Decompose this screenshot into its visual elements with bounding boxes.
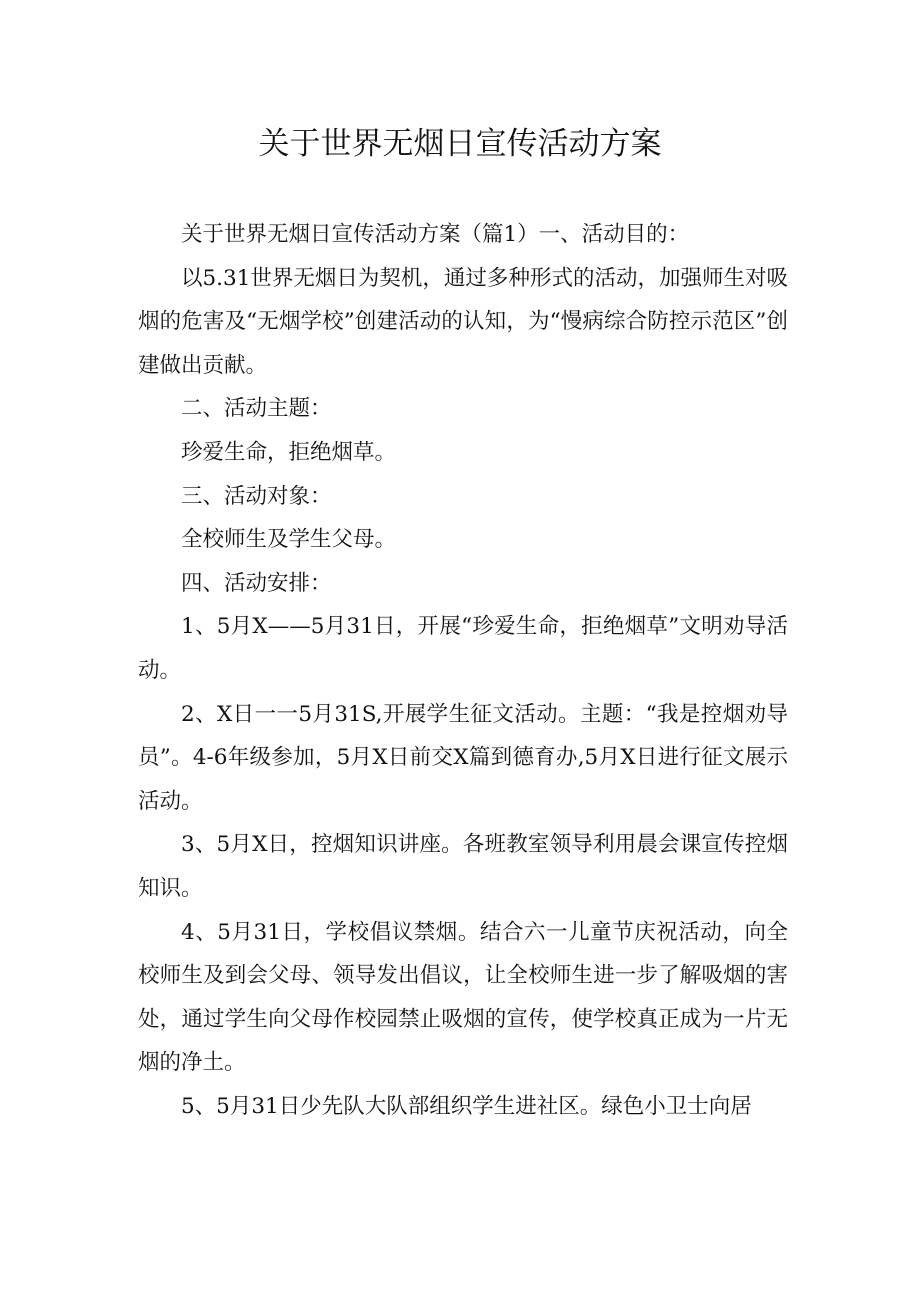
heading-theme: 二、活动主题：	[181, 396, 332, 422]
paragraph-theme: 珍爱生命，拒绝烟草。	[181, 439, 397, 465]
schedule-item-2: 2、X日一一5月31S,开展学生征文活动。主题：“我是控烟劝导员”。4-6年级参加，5月X日前交X篇到德育办,5月X日进行征文展示活动。	[138, 701, 788, 814]
paragraph-audience: 全校师生及学生父母。	[181, 527, 397, 553]
schedule-item-5: 5、5月31日少先队大队部组织学生进社区。绿色小卫士向居	[181, 1093, 752, 1119]
heading-schedule: 四、活动安排：	[181, 570, 332, 596]
document-title: 关于世界无烟日宣传活动方案	[258, 126, 662, 162]
schedule-item-1: 1、5月X——5月31日，开展“珍爱生命，拒绝烟草”文明劝导活动。	[138, 614, 788, 683]
heading-audience: 三、活动对象：	[181, 483, 332, 509]
paragraph-intro: 关于世界无烟日宣传活动方案（篇1）一、活动目的：	[181, 222, 690, 247]
document-body	[138, 213, 788, 1128]
schedule-item-3: 3、5月X日，控烟知识讲座。各班教室领导利用晨会课宣传控烟知识。	[138, 832, 788, 901]
schedule-item-4: 4、5月31日，学校倡议禁烟。结合六一儿童节庆祝活动，向全校师生及到会父母、领导发出倡议，让全校师生进一步了解吸烟的害处，通过学生向父母作校园禁止吸烟的宣传，使学校真正成为一片无烟的净土。	[138, 919, 788, 1076]
paragraph-objective: 以5.31世界无烟日为契机，通过多种形式的活动，加强师生对吸烟的危害及“无烟学校”创建活动的认知，为“慢病综合防控示范区”创建做出贡献。	[138, 265, 788, 378]
